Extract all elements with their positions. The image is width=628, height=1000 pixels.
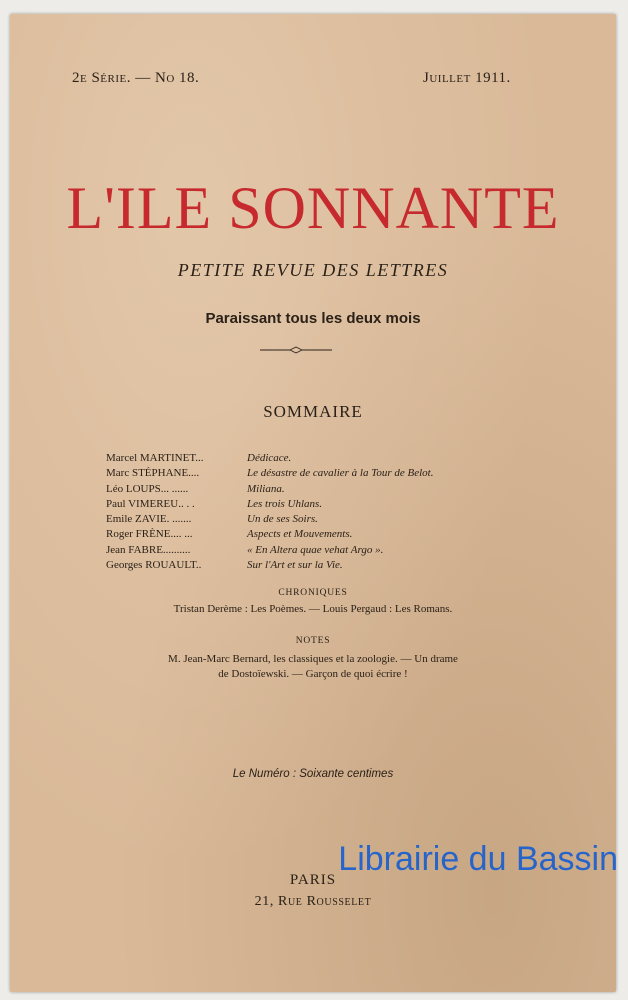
work-title: « En Altera quae vehat Argo ». bbox=[247, 543, 384, 556]
contents-heading: SOMMAIRE bbox=[263, 402, 363, 421]
work-title: Les trois Uhlans. bbox=[247, 497, 323, 510]
imprint-address: 21, Rue Rousselet bbox=[254, 894, 372, 909]
imprint-city: PARIS bbox=[289, 872, 337, 888]
issue-price: Le Numéro : Soixante centimes bbox=[232, 768, 394, 780]
magazine-title: L'ILE SONNANTE bbox=[66, 175, 560, 241]
chroniques-line: Tristan Derème : Les Poèmes. — Louis Pergaud : Les Romans. bbox=[173, 603, 453, 615]
issue-date: Juillet 1911. bbox=[423, 70, 511, 86]
notes-line-1: M. Jean-Marc Bernard, les classiques et la zoologie. — Un drame bbox=[168, 653, 458, 665]
author: Marcel MARTINET... bbox=[106, 452, 204, 464]
magazine-subtitle: PETITE REVUE DES LETTRES bbox=[177, 260, 449, 280]
author: Roger FRÈNE.... ... bbox=[106, 528, 193, 541]
publication-frequency: Paraissant tous les deux mois bbox=[205, 310, 421, 327]
author: Paul VIMEREU.. . . bbox=[106, 497, 195, 510]
author: Léo LOUPS... ...... bbox=[106, 482, 189, 495]
work-title: Dédicace. bbox=[247, 452, 292, 464]
work-title: Le désastre de cavalier à la Tour de Belot. bbox=[247, 467, 434, 480]
author: Emile ZAVIE. ....... bbox=[106, 513, 192, 526]
chroniques-heading: CHRONIQUES bbox=[278, 588, 348, 598]
notes-line-2: de Dostoïewski. — Garçon de quoi écrire ! bbox=[218, 668, 408, 680]
author: Georges ROUAULT.. bbox=[106, 559, 202, 572]
author: Marc STÉPHANE.... bbox=[106, 467, 200, 480]
ornament-divider bbox=[258, 344, 334, 356]
work-title: Miliana. bbox=[247, 482, 285, 495]
series-number: 2e Série. — No 18. bbox=[72, 70, 200, 86]
work-title: Sur l'Art et sur la Vie. bbox=[247, 559, 343, 572]
author: Jean FABRE.......... bbox=[106, 543, 191, 556]
notes-heading: NOTES bbox=[295, 636, 331, 646]
magazine-cover bbox=[10, 14, 616, 992]
work-title: Un de ses Soirs. bbox=[247, 513, 318, 526]
work-title: Aspects et Mouvements. bbox=[247, 528, 353, 541]
bookseller-watermark: Librairie du Bassin bbox=[338, 840, 618, 878]
